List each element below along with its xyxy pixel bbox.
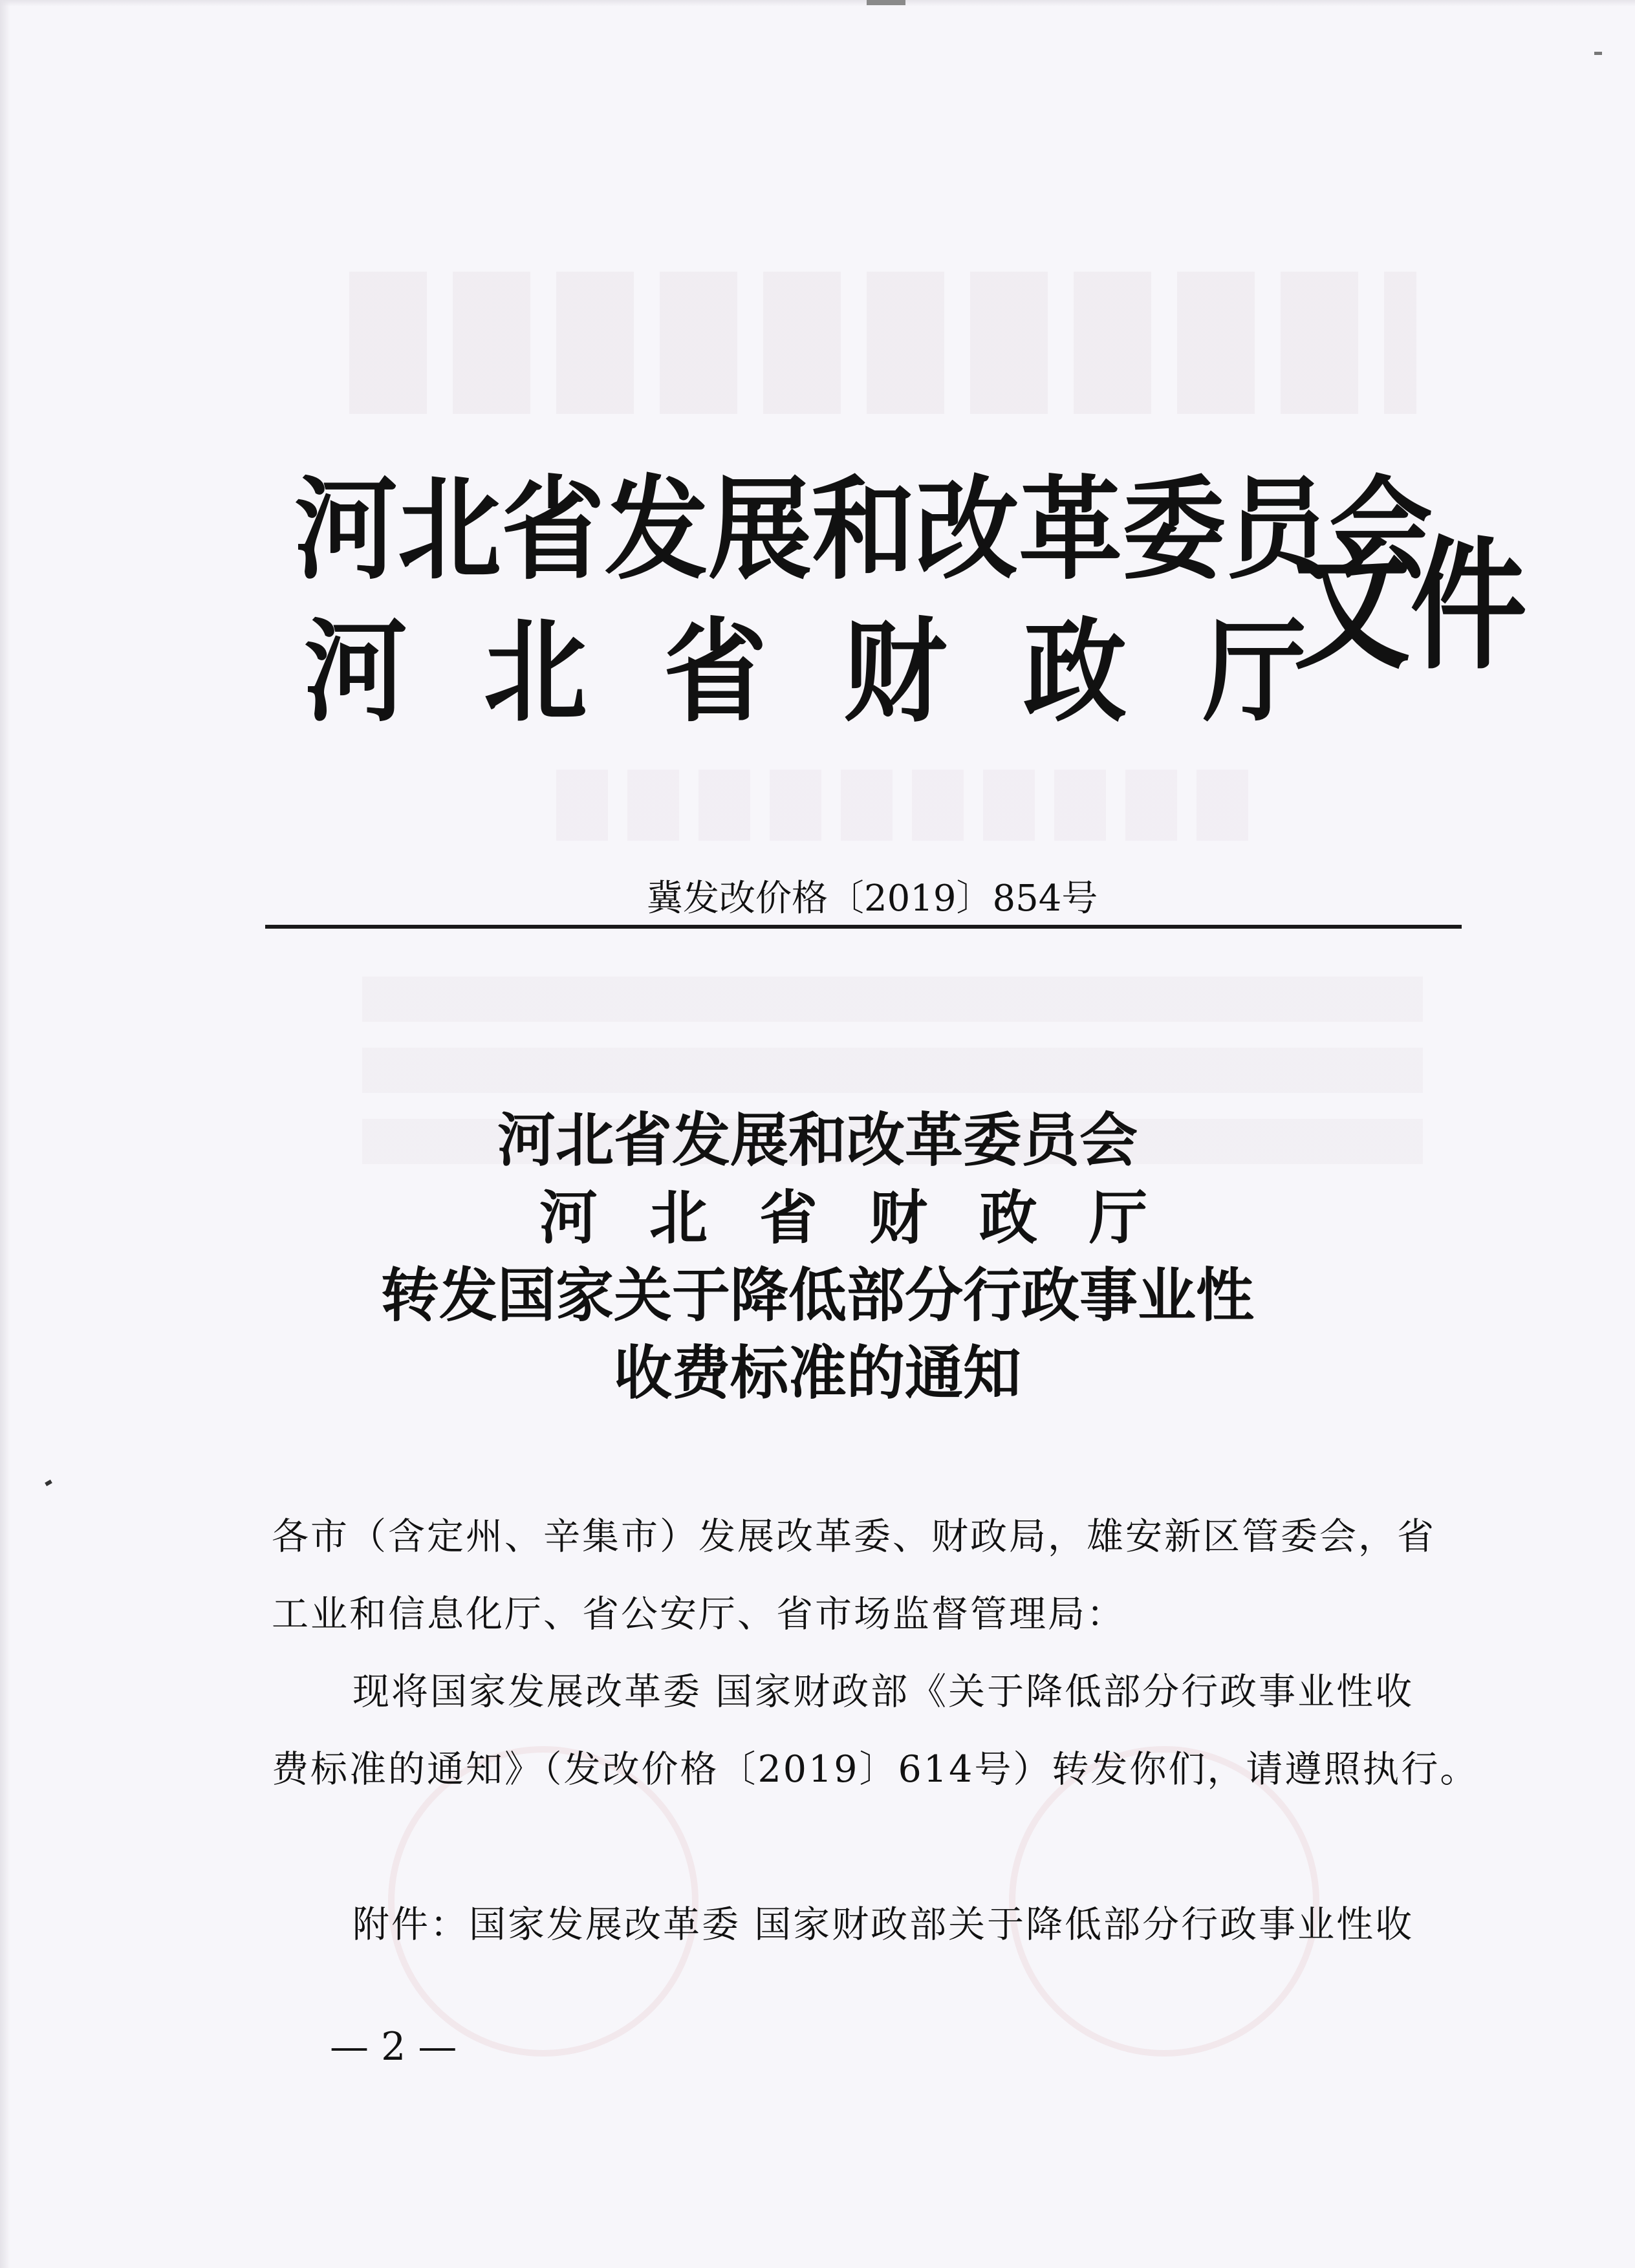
addressee-line-1: 各市（含定州、辛集市）发展改革委、财政局，雄安新区管委会，省 xyxy=(272,1515,1436,1558)
title-line-1: 河北省发展和改革委员会 xyxy=(497,1106,1138,1174)
scan-speck xyxy=(45,1480,52,1486)
scan-speck xyxy=(1594,52,1602,55)
title-line-4: 收费标准的通知 xyxy=(614,1339,1021,1407)
show-through-block-1 xyxy=(349,272,1416,414)
body-paragraph-line-1: 现将国家发展改革委 国家财政部《关于降低部分行政事业性收 xyxy=(352,1670,1414,1713)
addressee-line-2: 工业和信息化厅、省公安厅、省市场监督管理局： xyxy=(272,1593,1125,1636)
attachment-line-1: 附件：国家发展改革委 国家财政部关于降低部分行政事业性收 xyxy=(352,1903,1414,1946)
show-through-block-2 xyxy=(556,770,1268,841)
scan-edge-top xyxy=(0,0,1635,6)
masthead-divider xyxy=(265,925,1462,929)
masthead-doc-type: 文件 xyxy=(1294,521,1527,689)
scan-speck xyxy=(867,0,905,5)
document-number: 冀发改价格〔2019〕854号 xyxy=(647,878,1098,920)
title-line-3: 转发国家关于降低部分行政事业性 xyxy=(381,1261,1254,1330)
masthead-org-line1: 河北省发展和改革委员会 xyxy=(294,463,1433,595)
masthead-org-line2: 河北省财政厅 xyxy=(304,605,1383,737)
title-line-2: 河北省财政厅 xyxy=(539,1183,1199,1252)
page-number: — 2 — xyxy=(330,2024,457,2069)
body-paragraph-line-2: 费标准的通知》（发改价格〔2019〕614号）转发你们，请遵照执行。 xyxy=(272,1748,1479,1791)
